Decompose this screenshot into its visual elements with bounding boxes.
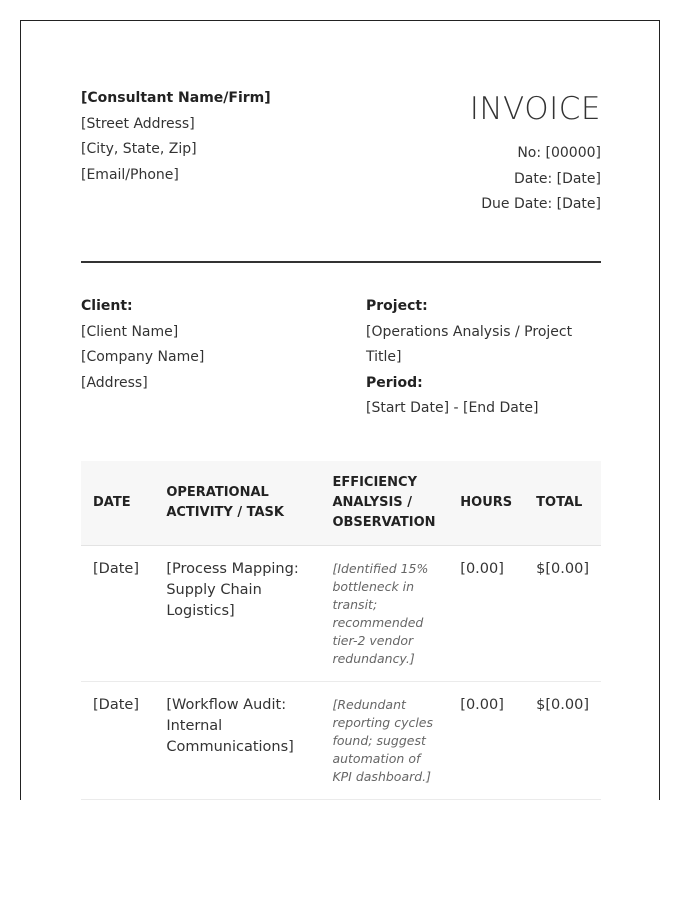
header-total: TOTAL bbox=[524, 461, 601, 546]
line-items-table bbox=[81, 461, 601, 800]
invoice-page bbox=[20, 20, 660, 800]
table-row bbox=[81, 682, 601, 800]
row-hours: [0.00] bbox=[448, 682, 524, 800]
invoice-date: Date: [Date] bbox=[513, 170, 601, 187]
header-analysis: EFFICIENCY ANALYSIS / OBSERVATION bbox=[320, 461, 448, 546]
project-period: [Start Date] - [End Date] bbox=[366, 400, 539, 416]
client-address: [Address] bbox=[81, 374, 148, 391]
invoice-title: INVOICE bbox=[469, 91, 601, 127]
period-label: Period: bbox=[366, 374, 423, 391]
client-company: [Company Name] bbox=[81, 349, 205, 365]
client-name: [Client Name] bbox=[81, 323, 179, 340]
header-date: DATE bbox=[81, 461, 154, 546]
invoice-header bbox=[470, 89, 601, 218]
client-block bbox=[81, 294, 204, 396]
row-task: [Process Mapping: Supply Chain Logistics] bbox=[154, 546, 320, 682]
row-total: $[0.00] bbox=[524, 682, 601, 800]
row-total: $[0.00] bbox=[524, 546, 601, 682]
row-date: [Date] bbox=[81, 546, 154, 682]
client-label: Client: bbox=[81, 298, 133, 314]
row-date: [Date] bbox=[81, 682, 154, 800]
consultant-contact: [Email/Phone] bbox=[81, 166, 179, 183]
row-analysis: [Identified 15% bottleneck in transit; recommended tier-2 vendor redundancy.] bbox=[320, 546, 448, 682]
invoice-number: No: [00000] bbox=[517, 145, 601, 161]
header-task: OPERATIONAL ACTIVITY / TASK bbox=[154, 461, 320, 546]
row-analysis: [Redundant reporting cycles found; suggest automation of KPI dashboard.] bbox=[320, 682, 448, 800]
consultant-city: [City, State, Zip] bbox=[81, 141, 197, 157]
consultant-name: [Consultant Name/Firm] bbox=[81, 90, 271, 106]
invoice-due-date: Due Date: [Date] bbox=[481, 196, 601, 212]
header-hours: HOURS bbox=[448, 461, 524, 546]
consultant-block bbox=[81, 86, 271, 188]
project-title: [Operations Analysis / Project Title] bbox=[366, 323, 573, 365]
consultant-street: [Street Address] bbox=[81, 115, 195, 132]
project-label: Project: bbox=[366, 298, 428, 314]
row-hours: [0.00] bbox=[448, 546, 524, 682]
project-block bbox=[366, 294, 601, 422]
row-task: [Workflow Audit: Internal Communications] bbox=[154, 682, 320, 800]
table-row bbox=[81, 546, 601, 682]
table-header-row bbox=[81, 461, 601, 546]
header-divider bbox=[81, 261, 601, 263]
